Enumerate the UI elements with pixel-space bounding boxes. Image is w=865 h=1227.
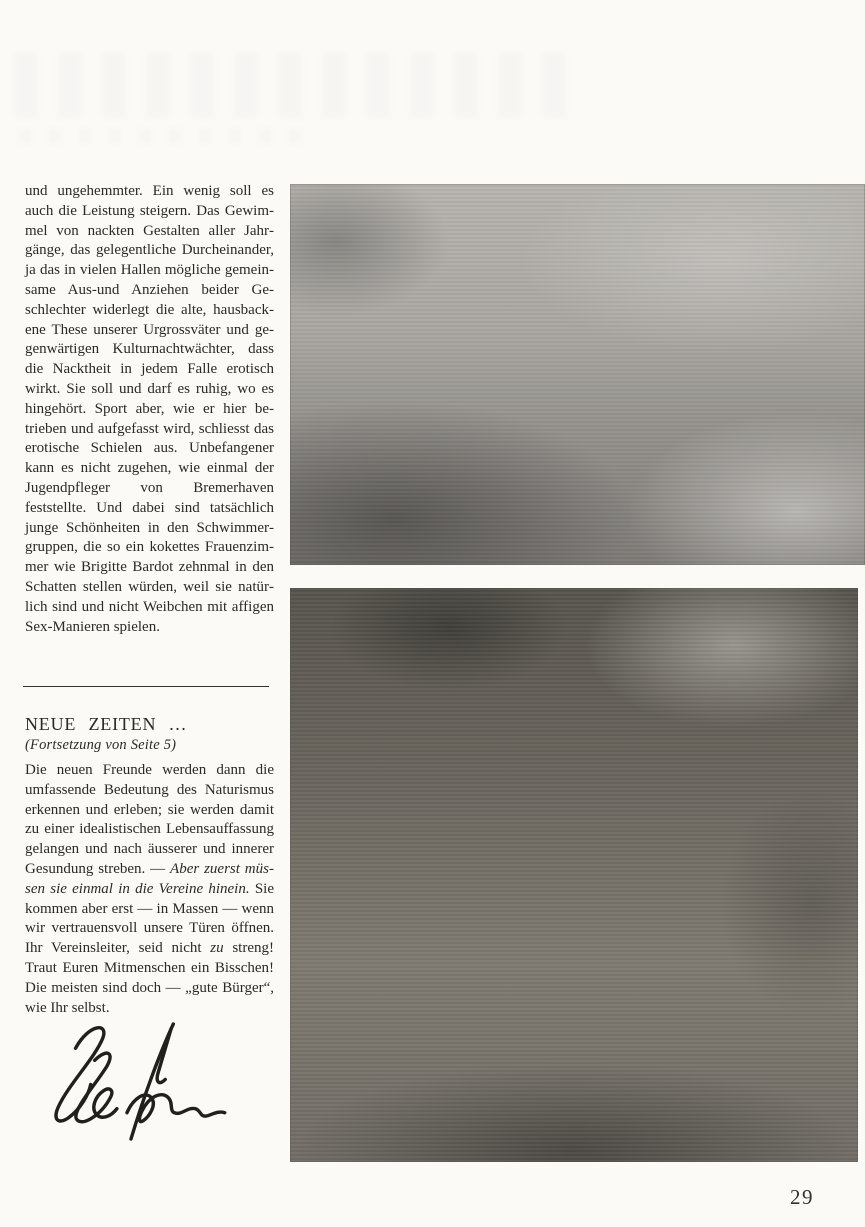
text-segment: streng! Traut Euren Mitmenschen ein Bisschen! Die meisten sind doch — „gute Bürger“, wie Ihr selbst. <box>25 940 274 1016</box>
page-bleedthrough-faint <box>18 128 318 144</box>
text-segment: Die neuen Freunde werden dann die umfassende Bedeutung des Naturismus erkennen und erleben; sie werden damit zu einer idealistischen Lebensauffassung gelangen und nach äusserer und innerer Gesundung streben. — <box>25 762 274 877</box>
main-article-paragraph: und ungehemmter. Ein wenig soll es auch die Leistung steigern. Das Gewimmel von nackten Gestalten aller Jahrgänge, das gelegentliche Durcheinander, ja das in vielen Hallen mögliche gemeinsame Aus-und Anziehen beider Geschlechter widerlegt die alte, hausbackene These unserer Urgrossväter und gegenwärtigen Kulturnachtwächter, dass die Nacktheit in jedem Falle erotisch wirkt. Sie soll und darf es ruhig, wo es hingehört. Sport aber, wie er hier betrieben und aufgefasst wird, schliesst das erotische Schielen aus. Unbefangener kann es nicht zugehen, wie einmal der Jugendpfleger von Bremerhaven feststellte. Und dabei sind tatsächlich junge Schönheiten in den Schwimmergruppen, die so ein kokettes Frauenzimmer wie Brigitte Bardot zehnmal in den Schatten stellen würden, weil sie natürlich sind und nicht Weibchen mit affigen Sex-Manieren spielen. <box>25 183 274 635</box>
page-number: 29 <box>790 1185 814 1209</box>
section-divider <box>23 686 269 687</box>
neue-zeiten-section <box>25 714 274 1018</box>
text-segment-italic: zu <box>210 940 224 957</box>
continuation-note: (Fortsetzung von Seite 5) <box>25 737 177 753</box>
section-heading: NEUE ZEITEN … <box>25 714 188 734</box>
magazine-photo-top <box>290 184 865 565</box>
handwritten-signature <box>30 1020 232 1146</box>
page-bleedthrough <box>14 52 574 118</box>
section-paragraph <box>25 761 274 1018</box>
magazine-photo-bottom <box>290 588 858 1162</box>
text-segment-italic: Aber zuerst müssen sie einmal in die Vereine hinein. <box>25 860 274 897</box>
text-segment: Sie kommen aber erst — in Massen — wenn wir vertrauensvoll unsere Türen öffnen. Ihr Vereinsleiter, seid nicht <box>25 880 275 957</box>
